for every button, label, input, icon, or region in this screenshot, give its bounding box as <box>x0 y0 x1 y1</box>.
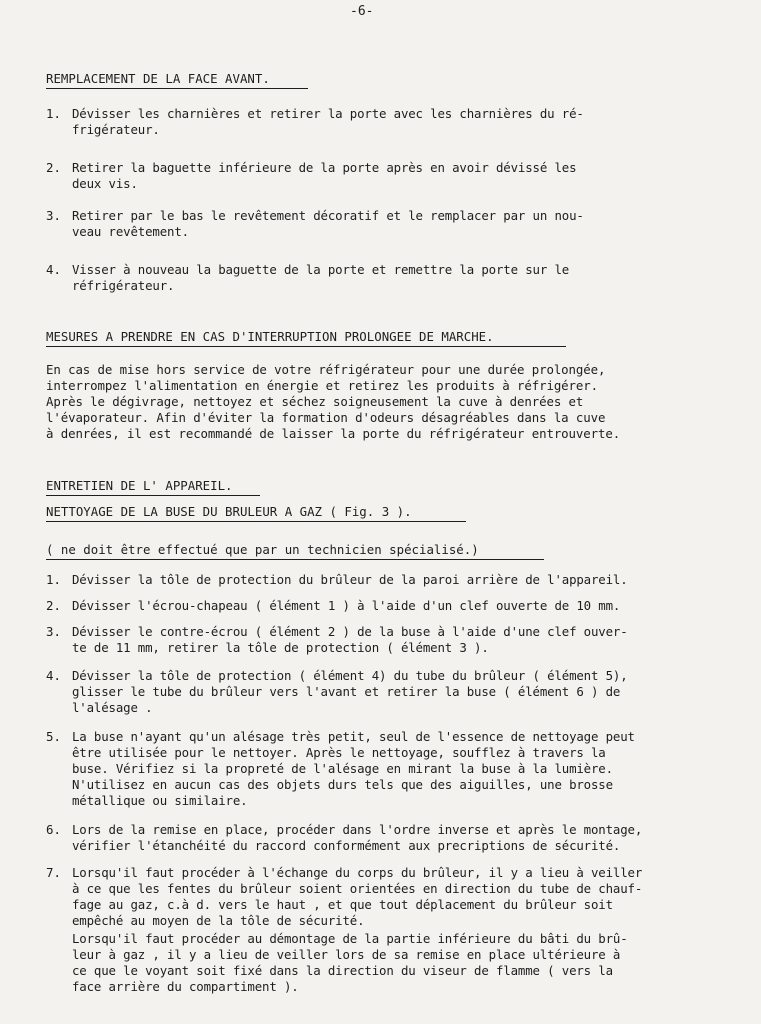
list-item-line: à ce que les fentes du brûleur soient orientées en direction du tube de chauf- <box>72 881 643 896</box>
list-item-line: frigérateur. <box>72 122 160 137</box>
list-item-line: buse. Vérifiez si la propreté de l'alésage en mirant la buse à la lumière. <box>72 761 613 776</box>
section-subtitle-nettoyage: NETTOYAGE DE LA BUSE DU BRULEUR A GAZ ( Fig. 3 ). <box>46 504 412 519</box>
list-number: 4. <box>46 262 61 277</box>
list-item-line: réfrigérateur. <box>72 278 175 293</box>
list-item-line: face arrière du compartiment ). <box>72 979 299 994</box>
list-item-line: Lorsqu'il faut procéder à l'échange du corps du brûleur, il y a lieu à veiller <box>72 865 643 880</box>
list-item-line: métallique ou similaire. <box>72 793 248 808</box>
list-item-line: Dévisser la tôle de protection du brûleur de la paroi arrière de l'appareil. <box>72 572 628 587</box>
list-item-line: vérifier l'étanchéité du raccord conformément aux precriptions de sécurité. <box>72 838 621 853</box>
underline <box>46 88 308 89</box>
list-number: 2. <box>46 598 61 613</box>
section-title-mesures: MESURES A PRENDRE EN CAS D'INTERRUPTION PROLONGEE DE MARCHE. <box>46 329 494 344</box>
list-number: 6. <box>46 822 61 837</box>
list-item-line: Visser à nouveau la baguette de la porte et remettre la porte sur le <box>72 262 570 277</box>
list-number: 1. <box>46 106 61 121</box>
underline <box>46 521 466 522</box>
underline <box>46 559 544 560</box>
list-item-line: empêché au moyen de la tôle de sécurité. <box>72 913 365 928</box>
list-number: 3. <box>46 624 61 639</box>
list-item-line: Lors de la remise en place, procéder dans l'ordre inverse et après le montage, <box>72 822 643 837</box>
list-item-line: être utilisée pour le nettoyer. Après le nettoyage, soufflez à travers la <box>72 745 606 760</box>
section-title-remplacement: REMPLACEMENT DE LA FACE AVANT. <box>46 71 270 86</box>
list-item-line: Lorsqu'il faut procéder au démontage de la partie inférieure du bâti du brû- <box>72 931 628 946</box>
list-number: 3. <box>46 208 61 223</box>
list-item-line: N'utilisez en aucun cas des objets durs tels que des aiguilles, une brosse <box>72 777 613 792</box>
list-number: 7. <box>46 865 61 880</box>
list-item-line: Dévisser le contre-écrou ( élément 2 ) de la buse à l'aide d'une clef ouver- <box>72 624 628 639</box>
list-item-line: deux vis. <box>72 176 138 191</box>
list-item-line: ce que le voyant soit fixé dans la direction du viseur de flamme ( vers la <box>72 963 613 978</box>
list-item-line: fage au gaz, c.à d. vers le haut , et que tout déplacement du brûleur soit <box>72 897 613 912</box>
list-item-line: leur à gaz , il y a lieu de veiller lors de sa remise en place ultérieure à <box>72 947 621 962</box>
paragraph-line: Après le dégivrage, nettoyez et séchez soigneusement la cuve à denrées et <box>46 394 584 409</box>
list-number: 2. <box>46 160 61 175</box>
underline <box>46 346 566 347</box>
list-item-line: Dévisser la tôle de protection ( élément 4) du tube du brûleur ( élément 5), <box>72 668 628 683</box>
list-item-line: La buse n'ayant qu'un alésage très petit, seul de l'essence de nettoyage peut <box>72 729 635 744</box>
list-item-line: l'alésage . <box>72 700 153 715</box>
list-item-line: Retirer par le bas le revêtement décoratif et le remplacer par un nou- <box>72 208 584 223</box>
list-number: 5. <box>46 729 61 744</box>
list-item-line: Dévisser les charnières et retirer la porte avec les charnières du ré- <box>72 106 584 121</box>
list-item-line: Dévisser l'écrou-chapeau ( élément 1 ) à l'aide d'un clef ouverte de 10 mm. <box>72 598 621 613</box>
section-title-entretien: ENTRETIEN DE L' APPAREIL. <box>46 478 233 493</box>
paragraph-line: à denrées, il est recommandé de laisser la porte du réfrigérateur entrouverte. <box>46 426 621 441</box>
list-item-line: veau revêtement. <box>72 224 189 239</box>
technician-note: ( ne doit être effectué que par un technicien spécialisé.) <box>46 542 479 557</box>
list-item-line: Retirer la baguette inférieure de la porte après en avoir dévissé les <box>72 160 577 175</box>
list-number: 1. <box>46 572 61 587</box>
paragraph-line: l'évaporateur. Afin d'éviter la formation d'odeurs désagréables dans la cuve <box>46 410 606 425</box>
list-item-line: glisser le tube du brûleur vers l'avant et retirer la buse ( élément 6 ) de <box>72 684 621 699</box>
paragraph-line: En cas de mise hors service de votre réfrigérateur pour une durée prolongée, <box>46 362 606 377</box>
page-number: -6- <box>350 4 374 19</box>
paragraph-line: interrompez l'alimentation en énergie et retirez les produits à réfrigérer. <box>46 378 598 393</box>
underline <box>46 495 260 496</box>
list-number: 4. <box>46 668 61 683</box>
list-item-line: te de 11 mm, retirer la tôle de protection ( élément 3 ). <box>72 640 489 655</box>
